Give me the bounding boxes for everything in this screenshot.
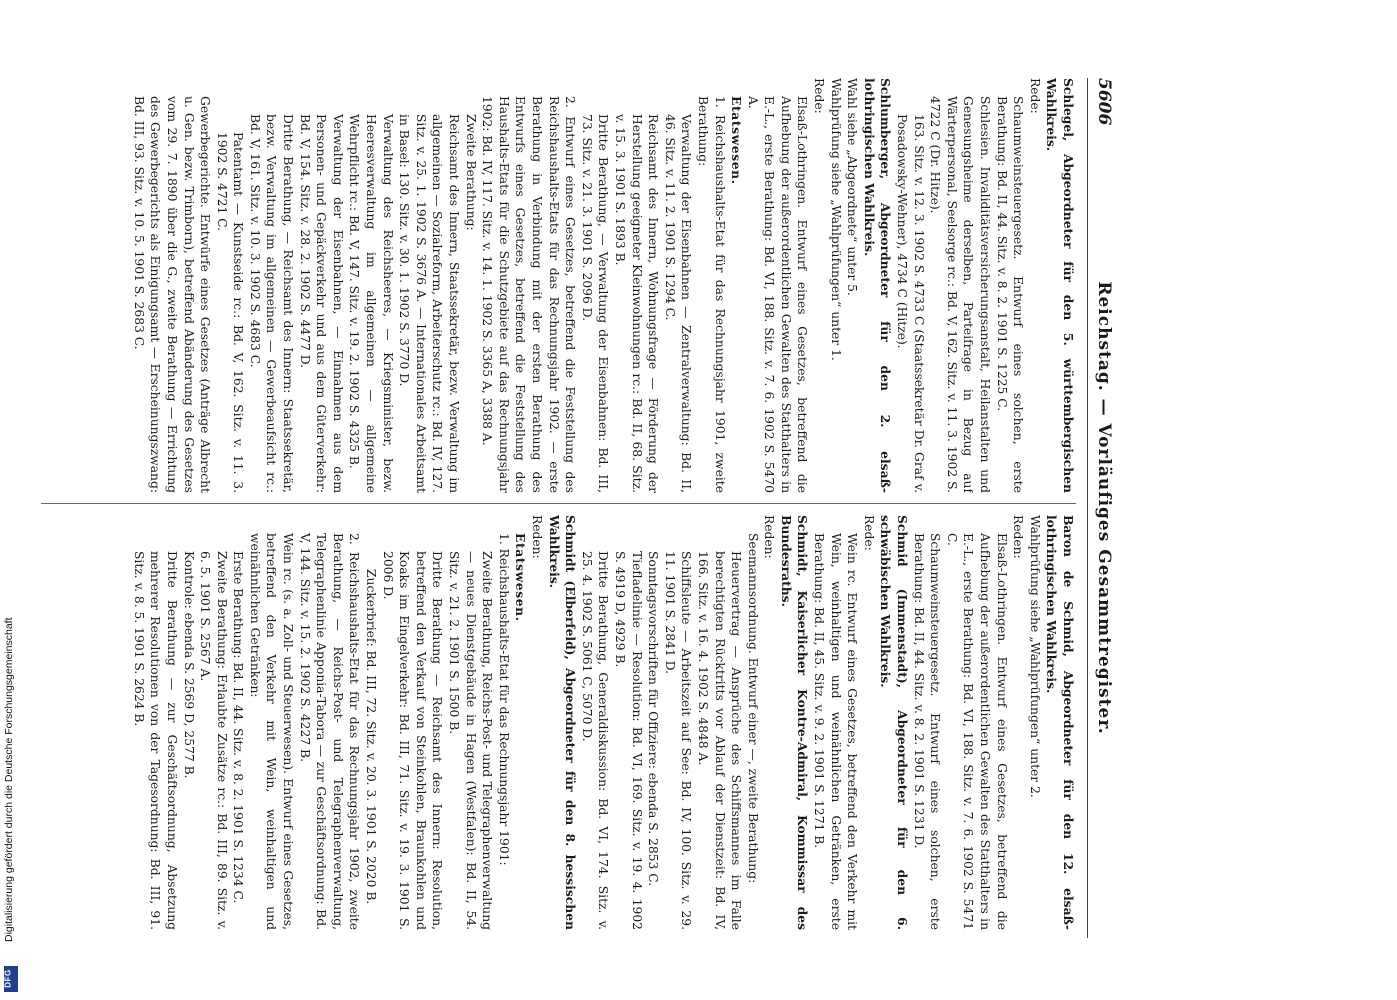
running-title: Reichstag. — Vorläufiges Gesammtregister. xyxy=(1094,281,1114,735)
register-line: 1. Reichshaushalts-Etat für das Rechnungsjahr 1901, zweite Berathung: xyxy=(695,96,727,493)
register-line: Rede: xyxy=(812,78,827,114)
register-line: Rede: xyxy=(861,515,876,551)
register-line: Rede: xyxy=(1027,78,1042,114)
register-line: Zweite Berathung, Reichs-Post- und Telegraphenverwaltung — neues Dienstgebäude in Hagen (Westfalen): Bd. II, 54. Sitz. v. 21. 2. 1901 S. 1500 B. xyxy=(447,551,495,930)
register-line: Gewerbegerichte. Entwürfe eines Gesetzes (Anträge Albrecht u. Gen. bezw. Trimborn), betreffend Abänderung des Gesetzes vom 29. 7. 1890 über die G., zweite Berathung — Errichtung des Gewerbegerichts als Einigungsamt — Erscheinungszwang: Bd. III, 93. Sitz. v. 10. 5. 1901 S. 2683 C. xyxy=(131,96,213,493)
register-line: Seemannsordnung. Entwurf einer —, zweite Berathung: xyxy=(745,533,760,884)
register-line: 2. Reichshaushalts-Etat für das Rechnungsjahr 1902, zweite Berathung, — Reichs-Post- und Telegraphenverwaltung, Telegraphenlinie Apponia-Tabora — zur Geschäftsordnung: Bd. V, 144. Sitz. v. 15. 2. 1902 S. 4227 B. xyxy=(297,533,362,930)
dfg-logo xyxy=(4,966,18,992)
register-line: Verwaltung der Eisenbahnen, — Einnahmen aus dem Personen- und Gepäckverkehr und aus dem Güterverkehr: Bd. V, 154. Sitz. v. 28. 2. 1902 S. 4477 D. xyxy=(297,114,345,493)
page-number: 5606 xyxy=(1094,78,1114,126)
register-line: Reichsamt des Innern, Staatssekretär, bezw. Verwaltung im allgemeinen — Sozialreform, Arbeiterschutz rc.: Bd. IV, 127. Sitz. v. 25. 1. 1902 S. 3676 A. — Internationales Arbeitsamt in Basel: 130. Sitz. v. 30. 1. 1902 S. 3770 D. xyxy=(397,114,462,493)
register-line: Reichsamt des Innern, Wohnungsfrage — Förderung der Herstellung geeigneter Kleinwohnungen rc.: Bd. II, 68. Sitz. v. 15. 3. 1901 S. 1893 B. xyxy=(612,114,661,493)
register-line: Etatswesen. xyxy=(729,96,745,185)
column-divider xyxy=(41,503,1076,504)
register-entry-heading: Baron de Schmid, Abgeordneter für den 12. elsaß-lothringischen Wahlkreis. xyxy=(1044,515,1076,930)
register-entry-heading: Schlegel, Abgeordneter für den 5. württembergischen Wahlkreis. xyxy=(1044,78,1076,493)
register-entry-heading: Schlumberger, Abgeordneter für den 2. elsaß-lothringischen Wahlkreis. xyxy=(861,78,894,493)
register-line: Schaumweinsteuergesetz. Entwurf eines solchen, erste Berathung: Bd. II, 44. Sitz. v. 8. 2. 1901 S. 1231 D. xyxy=(911,533,943,930)
register-line: Sonntagsvorschriften für Offiziere: ebenda S. 2853 C. xyxy=(646,551,661,887)
register-line: 2. Entwurf eines Gesetzes, betreffend die Feststellung des Reichshaushalts-Etats für das Rechnungsjahr 1902. — erste Berathung in Verbindung mit der ersten Berathung des Entwurfs eines Gesetzes, betreffend die Feststellung des Haushalts-Etats für die Schutzgebiete auf das Rechnungsjahr 1902: Bd. IV, 117. Sitz. v. 14. 1. 1902 S. 3365 A, 3388 A. xyxy=(480,96,578,493)
register-line: Schiffsleute — Arbeitszeit auf See: Bd. IV, 100. Sitz. v. 29. 11. 1901 S. 2841 D. xyxy=(662,551,694,930)
register-line: 163. Sitz. v. 12. 3. 1902 S. 4733 C (Staatssekretär Dr. Graf v. Posadowsky-Wehner), 4734 C (Hitze). xyxy=(895,114,926,493)
page-header xyxy=(1087,78,1118,938)
right-column xyxy=(41,515,1076,930)
register-line: 1. Reichshaushalts-Etat für das Rechnungsjahr 1901: xyxy=(496,533,511,866)
register-line: Heuervertrag — Ansprüche des Schiffsmannes im Falle berechtigten Rücktritts vor Ablauf der Dienstzeit: Bd. IV, 166. Sitz. v. 16. 4. 1902 S. 4848 A. xyxy=(695,551,744,930)
register-line: Wahlprüfung siehe „Wahlprüfungen“ unter 1. xyxy=(828,78,843,361)
register-line: Schaumweinsteuergesetz. Entwurf eines solchen, erste Berathung: Bd. II, 44. Sitz. v. 8. 2. 1901 S. 1225 C. xyxy=(994,96,1026,493)
register-line: Verwaltung der Eisenbahnen — Zentralverwaltung: Bd. II, 46. Sitz. v. 11. 2. 1901 S. 1294 C. xyxy=(662,114,694,493)
footer-strip xyxy=(0,0,22,1000)
register-line: Zweite Berathung: Erlaubte Zusätze rc.: Bd. III, 89. Sitz. v. 6. 5. 1901 S. 2567 A. xyxy=(198,551,229,930)
register-line: Verwaltung des Reichsheeres, — Kriegsminister, bezw. Heeresverwaltung im allgemeinen — allgemeine Wehrpflicht rc.: Bd. V, 147. Sitz. v. 19. 2. 1902 S. 4325 B. xyxy=(347,114,395,493)
left-column xyxy=(41,78,1076,493)
register-line: Reden: xyxy=(762,515,777,559)
register-line: Wein rc. (s. a. Zoll- und Steuerwesen). Entwurf eines Gesetzes, betreffend den Verkehr mit Wein, weinhaltigen und weinähnlichen Getränken: xyxy=(247,533,296,930)
register-line: Elsaß-Lothringen. Entwurf eines Gesetzes, betreffend die Aufhebung der außerordentlichen Gewalten des Statthalters in E.-L., erste Berathung: Bd. VI, 188. Sitz. v. 7. 6. 1902 S. 5470 A. xyxy=(745,96,810,493)
register-line: Schlesien. Invaliditätsversicherungsanstalt, Heilanstalten und Genesungsheime derselben, Parteifrage in Bezug auf Wärterpersonal, Seelsorge rc.: Bd. V, 162. Sitz. v. 11. 3. 1902 S. 4722 C (Dr. Hitze). xyxy=(928,96,993,493)
register-line: Zuckerbrief: Bd. III, 72. Sitz. v. 20. 3. 1901 S. 2020 B. xyxy=(364,569,379,905)
register-line: Erste Berathung: Bd. II, 44. Sitz. v. 8. 2. 1901 S. 1234 C. xyxy=(231,551,246,904)
register-line: Wahlprüfung siehe „Wahlprüfungen“ unter 2. xyxy=(1027,515,1042,798)
register-line: Kontrole: ebenda S. 2569 D, 2577 B. xyxy=(181,551,196,779)
register-line: Dritte Berathung, — Verwaltung der Eisenbahnen: Bd. III, 73. Sitz. v. 21. 3. 1901 S. 2096 D. xyxy=(579,114,611,493)
register-line: Reden: xyxy=(530,515,544,559)
register-line: Dritte Berathung, Generaldiskussion: Bd. VI, 174. Sitz. v. 25. 4. 1902 S. 5061 C, 5070 D. xyxy=(579,551,611,930)
register-line: Dritte Berathung, — Reichsamt des Innern: Staatssekretär, bezw. Verwaltung im allgemeinen — Gewerbeaufsicht rc.: Bd. V, 161. Sitz. v. 10. 3. 1902 S. 4683 C. xyxy=(247,114,296,493)
register-entry-heading: Schmid (Immenstadt), Abgeordneter für den 6. schwäbischen Wahlkreis. xyxy=(878,515,911,930)
register-line: Wein rc. Entwurf eines Gesetzes, betreffend den Verkehr mit Wein, weinhaltigen und weinähnlichen Getränken, erste Berathung: Bd. II, 45. Sitz. v. 9. 2. 1901 S. 1271 B. xyxy=(812,533,860,930)
register-line: Dritte Berathung — zur Geschäftsordnung, Absetzung mehrerer Resolutionen von der Tagesordnung: Bd. III, 91. Sitz. v. 8. 5. 1901 S. 2624 B. xyxy=(131,551,179,930)
register-line: Dritte Berathung — Reichsamt des Innern: Resolution, betreffend den Verkauf von Steinkohlen, Braunkohlen und Koaks im Eingelverkehr: Bd. III, 71. Sitz. v. 19. 3. 1901 S. 2006 D. xyxy=(380,551,445,930)
register-line: Wahl siehe „Abgeordnete“ unter 5. xyxy=(845,78,860,296)
register-entry-heading: Schmidt (Elberfeld), Abgeordneter für den 8. hessischen Wahlkreis. xyxy=(546,515,579,930)
register-line: Elsaß-Lothringen. Entwurf eines Gesetzes, betreffend die Aufhebung der außerordentlichen Gewalten des Statthalters in E.-L., erste Berathung: Bd. VI, 188. Sitz. v. 7. 6. 1902 S. 5471 C. xyxy=(944,533,1009,930)
register-line: Etatswesen. xyxy=(513,533,529,622)
register-line: Reden: xyxy=(1011,515,1026,559)
register-line: Zweite Berathung: xyxy=(463,114,478,231)
register-line: Patentamt — Kunstseide rc.: Bd. V, 162. Sitz. v. 11. 3. 1902 S. 4721 C. xyxy=(214,132,246,493)
register-entry-heading: Schmidt, Kaiserlicher Kontre-Admiral, Kommissar des Bundesraths. xyxy=(778,515,811,930)
register-line: Tiefladelinie — Resolution: Bd. VI, 169. Sitz. v. 19. 4. 1902 S. 4919 D, 4929 B. xyxy=(612,551,644,930)
footer-credit: Digitalisierung gefördert durch die Deutsche Forschungsgemeinschaft xyxy=(3,617,15,942)
dfg-logo-text: DFG xyxy=(3,969,13,988)
